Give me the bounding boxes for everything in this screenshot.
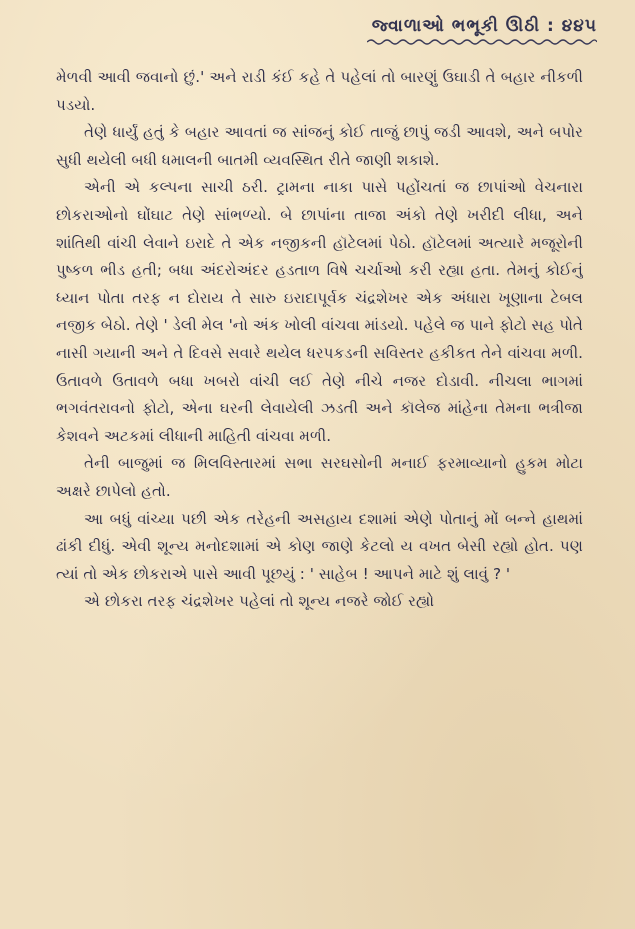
running-header: [317, 16, 597, 46]
paragraph-2: તેણે ધાર્યું હતું કે બહાર આવતાં જ સાંજનું કોઈ તાજું છાપું જડી આવશે, અને બપોર સુધી થયેલી બધી ધમાલની બાતમી વ્યવસ્થિત રીતે જાણી શકાશે.: [56, 123, 583, 169]
paragraph-1: મેળવી આવી જવાનો છું.' અને રાડી કંઈ કહે તે પહેલાં તો બારણું ઉઘાડી તે બહાર નીકળી પડયો.: [56, 68, 583, 114]
chapter-title-page-number: જ્વાળાઓ ભભૂકી ઊઠી : ૪૪૫: [371, 16, 597, 36]
paragraph-3: એની એ કલ્પના સાચી ઠરી. ટ્રામના નાકા પાસે પહોંચતાં જ છાપાંઓ વેચનારા છોકરાઓનો ઘોંઘાટ તેણે સાંભળ્યો. બે છાપાંના તાજા અંકો તેણે ખરીદી લીધા, અને શાંતિથી વાંચી લેવાને ઇરાદે તે એક નજીકની હૉટેલમાં પેઠો. હૉટેલમાં અત્યારે મજૂરોની પુષ્કળ ભીડ હતી; બધા અંદરોઅંદર હડતાળ વિષે ચર્ચાઓ કરી રહ્યા હતા. તેમનું કોઈનું ધ્યાન પોતા તરફ ન દોરાય તે સારુ ઇરાદાપૂર્વક ચંદ્રશેખર એક અંધારા ખૂણાના ટેબલ નજીક બેઠો. તેણે ' ડેલી મેલ 'નો અંક ખોલી વાંચવા માંડયો. પહેલે જ પાને ફોટો સહ પોતે નાસી ગયાની અને તે દિવસે સવારે થયેલ ધરપકડની સવિસ્તર હકીકત તેને વાંચવા મળી. ઉતાવળે ઉતાવળે બધા ખબરો વાંચી લઈ તેણે નીચે નજર દોડાવી. નીચલા ભાગમાં ભગવંતરાવનો ફોટો, એના ઘરની લેવાયેલી ઝડતી અને કૉલેજ માંહેના તેમના ભત્રીજા કેશવને અટકમાં લીધાની માહિતી વાંચવા મળી.: [56, 178, 583, 445]
wavy-underline-ornament: [367, 38, 597, 46]
paragraph-4: તેની બાજુમાં જ મિલવિસ્તારમાં સભા સરઘસોની મનાઈ ફરમાવ્યાનો હુકમ મોટા અક્ષરે છાપેલો હતો.: [56, 454, 583, 500]
body-text: [56, 64, 583, 914]
paragraph-6: એ છોકરા તરફ ચંદ્રશેખર પહેલાં તો શૂન્ય નજરે જોઈ રહ્યો: [84, 592, 435, 611]
paragraph-5: આ બધું વાંચ્યા પછી એક તરેહની અસહાય દશામાં એણે પોતાનું મોં બન્ને હાથમાં ઢાંકી દીધું. એવી શૂન્ય મનોદશામાં એ કોણ જાણે કેટલો ય વખત બેસી રહ્યો હોત. પણ ત્યાં તો એક છોકરાએ પાસે આવી પૂછયું : ' સાહેબ ! આપને માટે શું લાવું ? ': [56, 509, 583, 583]
